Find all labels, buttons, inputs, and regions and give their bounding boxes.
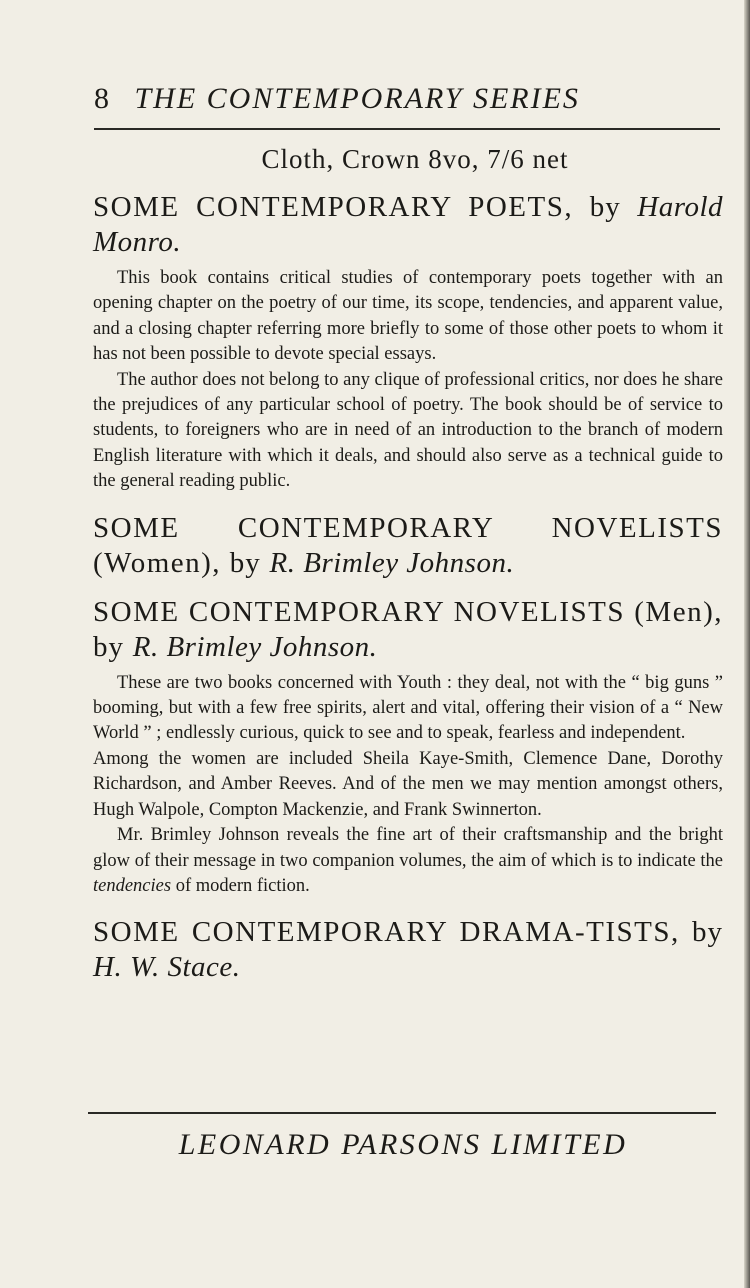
novelists-paragraph-3 [93,823,723,899]
book-title: SOME CONTEMPORARY NOVELISTS (Men), [93,595,723,628]
book-author: H. W. Stace. [93,951,241,984]
novelists-paragraph-1: These are two books concerned with Youth : they deal, not with the “ big guns ” booming, but with a few free spirits, alert and vital, offering their vision of a “ New World ” ; endlessly curious, quick to see and to speak, fearless and independent. [93,672,723,744]
price-line: Cloth, Crown 8vo, 7/6 net [261,144,569,174]
poets-paragraph-2: The author does not belong to any clique of professional critics, nor does he share the prejudices of any particular school of poetry. The book should be of service to students, to foreigners who are in need of an introduction to the branch of modern English literature with which it deals, and should also serve as a technical guide to the general reading public. [93,369,723,492]
novelists-paragraph-2: Among the women are included Sheila Kaye-Smith, Clemence Dane, Dorothy Richardson, and Amber Reeves. And of the men we may mention amongst others, Hugh Walpole, Compton Mackenzie, and Frank Swinnerton. [93,748,723,820]
book-title: SOME CONTEMPORARY POETS, [93,191,574,223]
main-content [93,190,723,985]
by-word: by [692,916,724,949]
book-title-poets [93,190,723,260]
book-author: R. Brimley Johnson. [132,630,378,663]
book-author: R. Brimley Johnson. [269,546,515,579]
book-title-dramatists [93,915,723,985]
paragraph-text: Mr. Brimley Johnson reveals the fine art of their craftsmanship and the bright glow of their message in two companion volumes, the aim of which is to indicate the [93,825,723,871]
by-word: by [229,546,261,579]
paragraph-text: of modern fiction. [175,875,310,896]
book-title: SOME CONTEMPORARY DRAMA-TISTS, [93,916,680,949]
book-author: Harold Monro. [93,191,724,258]
poets-paragraph-1: This book contains critical studies of contemporary poets together with an opening chapter on the poetry of our time, its scope, tendencies, and apparent value, and a closing chapter referring more briefly to some of those other poets to whom it has not been possible to devote special essays. [93,268,723,365]
by-word: by [93,630,124,663]
book-title: SOME CONTEMPORARY NOVELISTS (Women), [93,511,723,579]
header-rule [94,128,720,130]
book-title-novelists-men [93,595,723,665]
footer-rule [88,1112,716,1114]
emphasis-text: tendencies [93,875,172,896]
page-number: 8 [94,82,111,115]
publisher-imprint: LEONARD PARSONS LIMITED [178,1128,628,1161]
by-word: by [589,191,621,223]
page-edge-shadow [744,0,750,1288]
running-header [94,82,674,116]
book-title-novelists-women [93,511,723,581]
series-title: THE CONTEMPORARY SERIES [134,82,580,115]
